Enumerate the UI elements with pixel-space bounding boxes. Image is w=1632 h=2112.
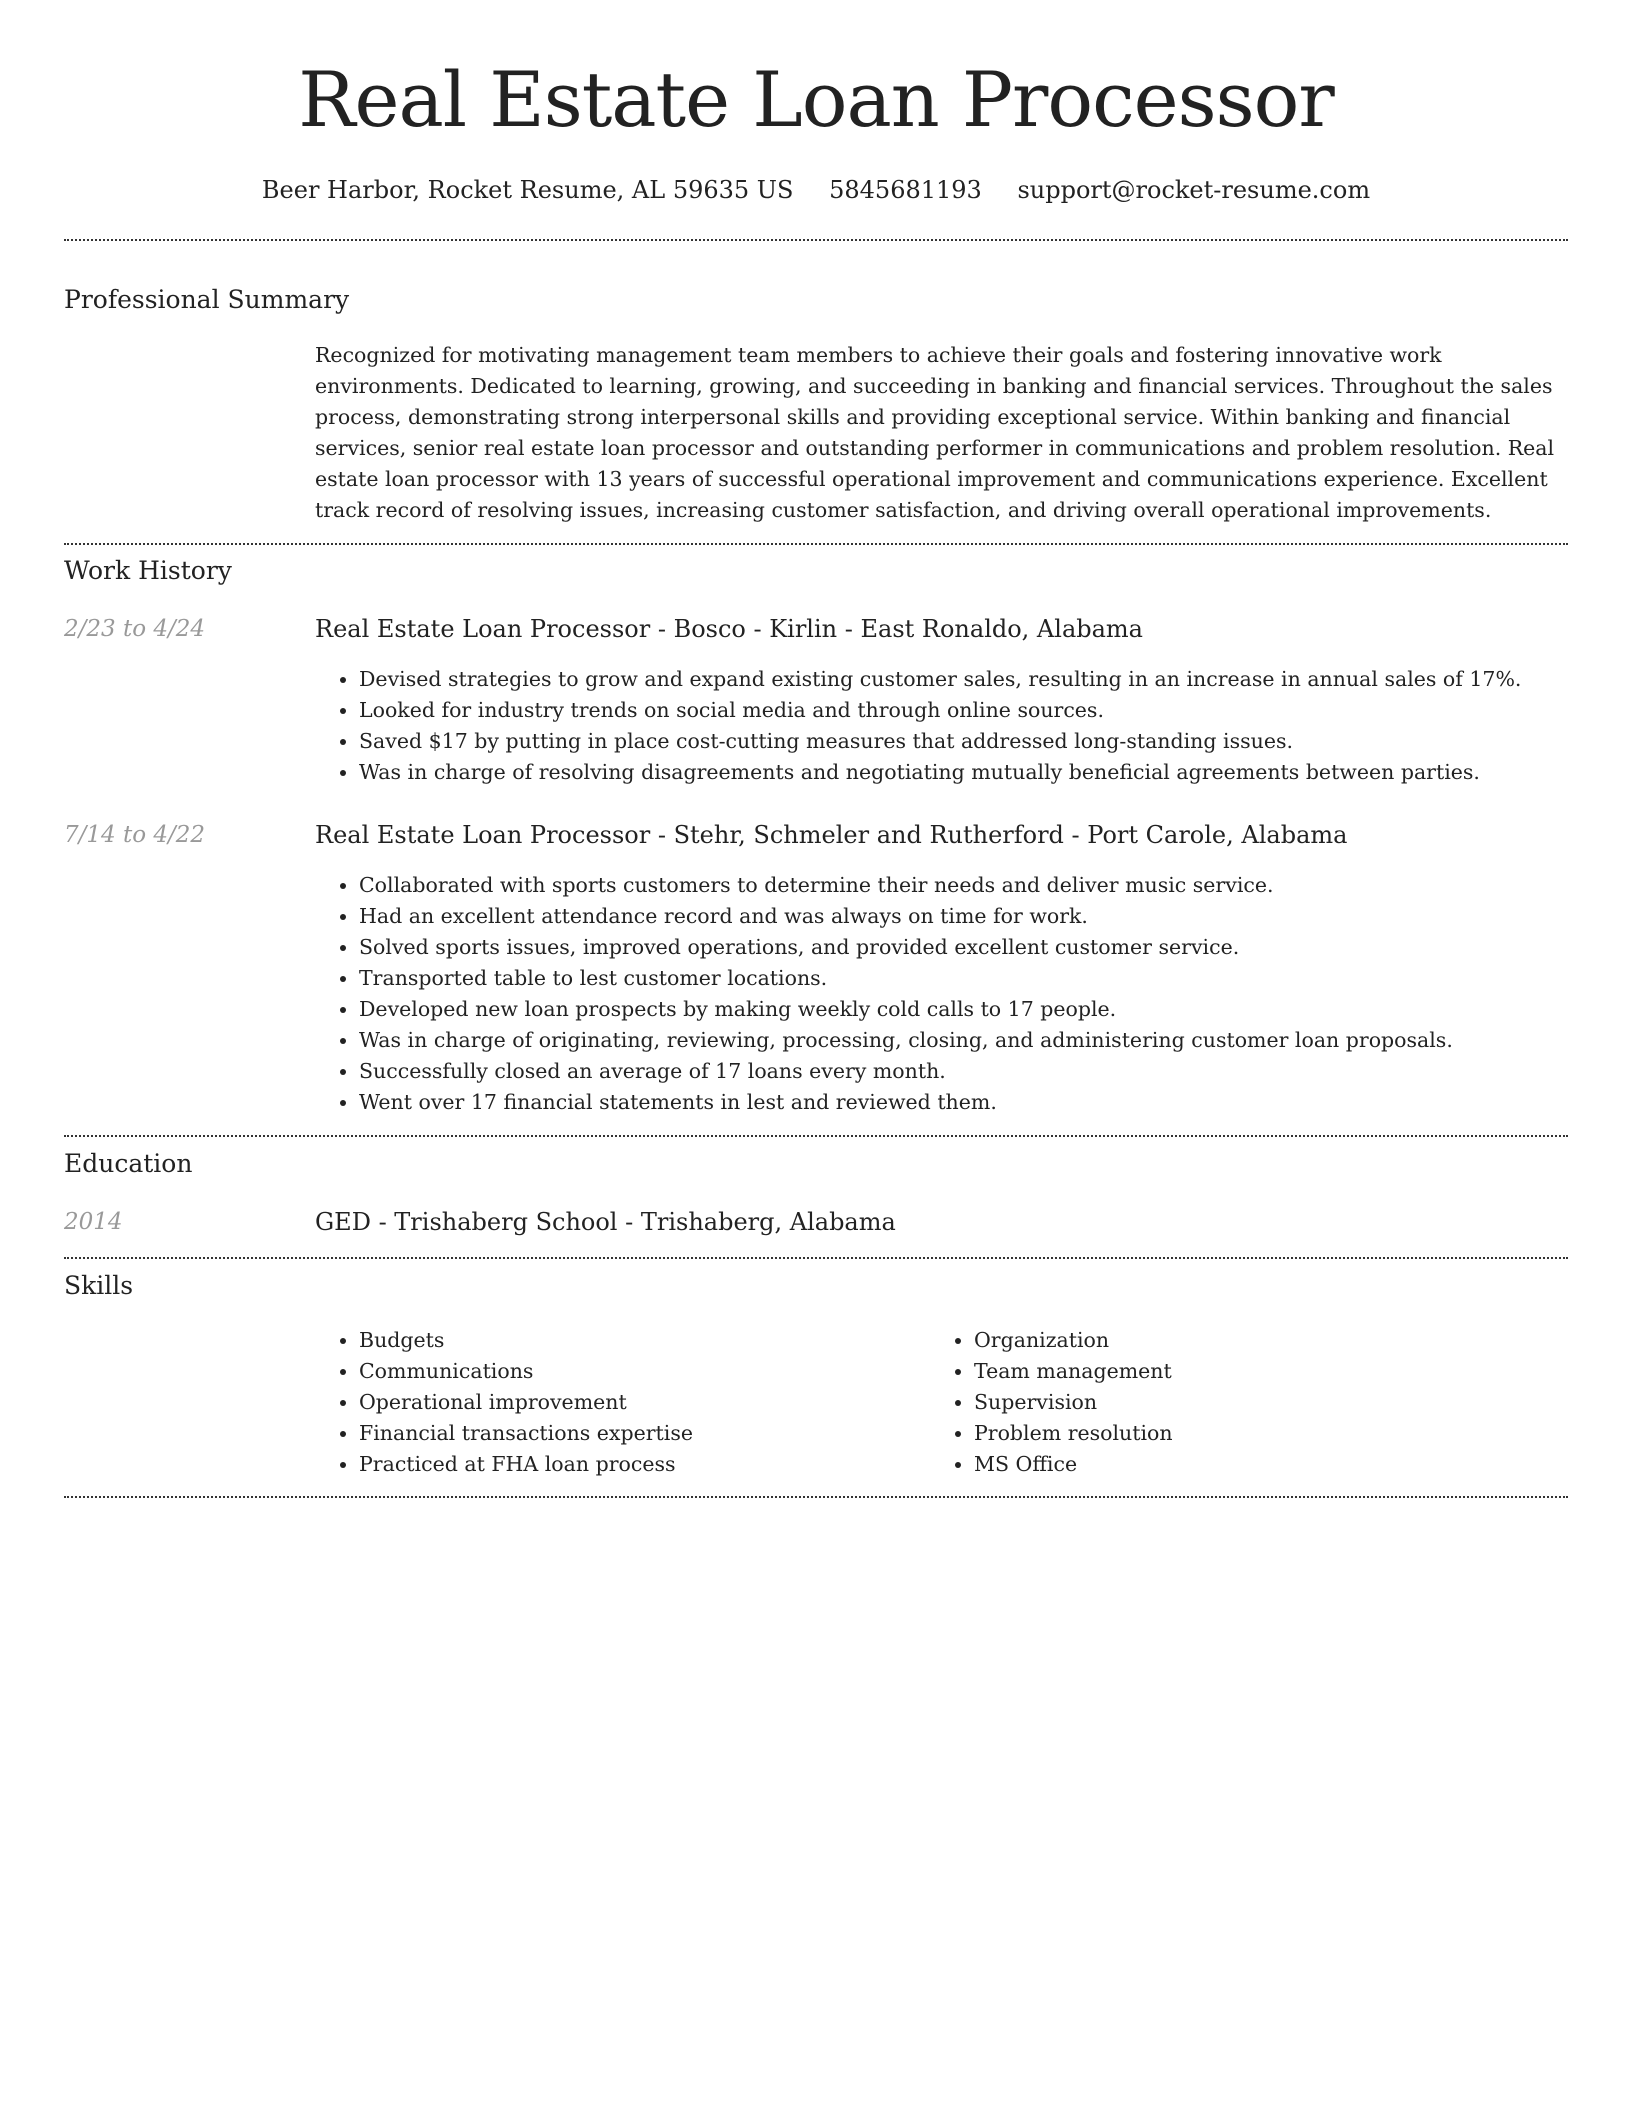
job-title: Real Estate Loan Processor - Stehr, Schmeler and Rutherford - Port Carole, Alabama (315, 821, 1348, 849)
skills-list-right (930, 1325, 1173, 1480)
section-divider (64, 1135, 1568, 1137)
list-item: • Went over 17 financial statements in lest and reviewed them. (359, 1087, 1453, 1118)
skills-heading: Skills (64, 1271, 134, 1300)
skill-item: • Problem resolution (974, 1418, 1173, 1449)
list-item: • Successfully closed an average of 17 loans every month. (359, 1056, 1453, 1087)
contact-address: Beer Harbor, Rocket Resume, AL 59635 US (261, 176, 794, 204)
summary-heading: Professional Summary (64, 285, 350, 314)
skill-item: • Organization (974, 1325, 1173, 1356)
job-bullets (315, 664, 1521, 788)
skill-item: • Communications (359, 1356, 693, 1387)
job-dates: 7/14 to 4/22 (64, 822, 206, 848)
list-item: • Saved $17 by putting in place cost-cutting measures that addressed long-standing issues. (359, 726, 1521, 757)
skill-item: • Financial transactions expertise (359, 1418, 693, 1449)
section-divider (64, 543, 1568, 545)
list-item: • Looked for industry trends on social media and through online sources. (359, 695, 1521, 726)
list-item: • Solved sports issues, improved operations, and provided excellent customer service. (359, 932, 1453, 963)
list-item: • Transported table to lest customer locations. (359, 963, 1453, 994)
list-item: • Collaborated with sports customers to determine their needs and deliver music service. (359, 870, 1453, 901)
summary-text: Recognized for motivating management team members to achieve their goals and fostering innovative work environments. Dedicated to learning, growing, and succeeding in banking and financial services. Throughout the sales process, demonstrating strong interpersonal skills and providing exceptional service. Within banking and financial services, senior real estate loan processor and outstanding performer in communications and problem resolution. Real estate loan processor with 13 years of successful operational improvement and communications experience. Excellent track record of resolving issues, increasing customer satisfaction, and driving overall operational improvements. (315, 343, 1555, 522)
education-year: 2014 (64, 1209, 123, 1235)
skill-item: • MS Office (974, 1449, 1173, 1480)
skills-list-left (315, 1325, 693, 1480)
work-history-heading: Work History (64, 556, 232, 585)
contact-email: support@rocket-resume.com (1017, 176, 1371, 204)
skill-item: • Budgets (359, 1325, 693, 1356)
contact-line (64, 170, 1568, 210)
skill-item: • Supervision (974, 1387, 1173, 1418)
list-item: • Developed new loan prospects by making weekly cold calls to 17 people. (359, 994, 1453, 1025)
section-divider (64, 1257, 1568, 1259)
skill-item: • Team management (974, 1356, 1173, 1387)
skill-item: • Operational improvement (359, 1387, 693, 1418)
education-entry: GED - Trishaberg School - Trishaberg, Alabama (315, 1208, 896, 1236)
list-item: • Was in charge of resolving disagreements and negotiating mutually beneficial agreements between parties. (359, 757, 1521, 788)
list-item: • Devised strategies to grow and expand existing customer sales, resulting in an increase in annual sales of 17%. (359, 664, 1521, 695)
job-title: Real Estate Loan Processor - Bosco - Kirlin - East Ronaldo, Alabama (315, 615, 1143, 643)
contact-phone: 5845681193 (829, 176, 982, 204)
list-item: • Had an excellent attendance record and was always on time for work. (359, 901, 1453, 932)
job-dates: 2/23 to 4/24 (64, 616, 206, 642)
list-item: • Was in charge of originating, reviewing, processing, closing, and administering customer loan proposals. (359, 1025, 1453, 1056)
skill-item: • Practiced at FHA loan process (359, 1449, 693, 1480)
job-bullets (315, 870, 1453, 1118)
education-heading: Education (64, 1149, 193, 1178)
section-divider (64, 239, 1568, 241)
resume-name: Real Estate Loan Processor (298, 55, 1334, 144)
section-divider (64, 1496, 1568, 1498)
